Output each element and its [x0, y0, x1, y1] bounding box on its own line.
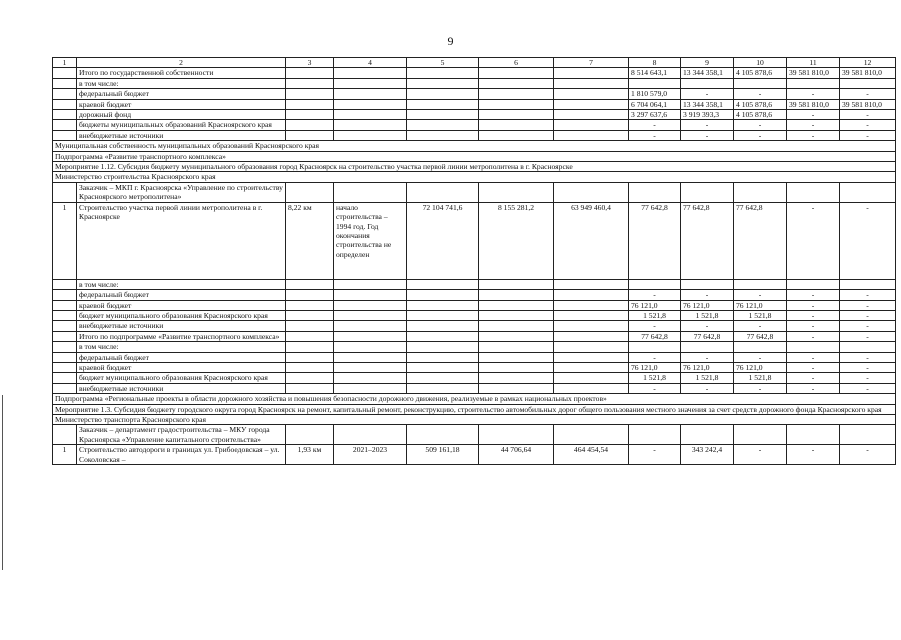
table-row: [53, 120, 896, 130]
value-cell: 76 121,0: [681, 362, 734, 372]
header-cell: 6: [479, 58, 554, 68]
value-cell: 3 919 393,3: [681, 110, 734, 120]
value-cell: 464 454,54: [554, 445, 629, 465]
value-cell: -: [787, 331, 840, 341]
value-cell: 1,93 км: [286, 445, 334, 465]
table-header-row: [53, 58, 896, 68]
header-cell: 12: [840, 58, 896, 68]
header-cell: 8: [629, 58, 681, 68]
value-cell: 4 105 878,6: [734, 68, 787, 78]
value-cell: -: [787, 362, 840, 372]
value-cell: 343 242,4: [681, 445, 734, 465]
section-row: [53, 404, 896, 414]
value-cell: 509 161,18: [407, 445, 479, 465]
value-cell: 76 121,0: [629, 300, 681, 310]
value-cell: -: [681, 290, 734, 300]
value-cell: 77 642,8: [681, 331, 734, 341]
value-cell: -: [787, 110, 840, 120]
header-cell: 7: [554, 58, 629, 68]
value-cell: -: [787, 120, 840, 130]
value-cell: 39 581 810,0: [840, 68, 896, 78]
row-label: дорожный фонд: [77, 110, 286, 120]
row-label: краевой бюджет: [77, 99, 286, 109]
value-cell: -: [840, 373, 896, 383]
value-cell: -: [840, 130, 896, 140]
header-cell: 2: [77, 58, 286, 68]
value-cell: -: [629, 383, 681, 393]
row-number: 1: [53, 445, 77, 465]
value-cell: 4 105 878,6: [734, 110, 787, 120]
value-cell: -: [787, 89, 840, 99]
section-row: [53, 162, 896, 172]
scan-edge-line: [2, 395, 3, 570]
table-row: [53, 321, 896, 331]
row-label: краевой бюджет: [77, 300, 286, 310]
row-label: бюджет муниципального образования Красноярского края: [77, 310, 286, 320]
value-cell: 1 521,8: [681, 310, 734, 320]
value-cell: 13 344 358,1: [681, 68, 734, 78]
section-row: [53, 151, 896, 161]
value-cell: начало строительства – 1994 год. Год окончания строительства не определен: [334, 202, 407, 279]
value-cell: 39 581 810,0: [840, 99, 896, 109]
table-row: [53, 342, 896, 352]
value-cell: -: [840, 352, 896, 362]
value-cell: -: [681, 130, 734, 140]
header-cell: 4: [334, 58, 407, 68]
value-cell: -: [629, 352, 681, 362]
row-label: бюджет муниципального образования Красноярского края: [77, 373, 286, 383]
value-cell: 77 642,8: [734, 202, 787, 279]
value-cell: -: [734, 290, 787, 300]
value-cell: -: [734, 352, 787, 362]
section-row: [53, 394, 896, 404]
table-row: [53, 202, 896, 279]
row-number: 1: [53, 202, 77, 279]
value-cell: -: [840, 120, 896, 130]
value-cell: -: [734, 383, 787, 393]
table-row: [53, 300, 896, 310]
value-cell: -: [840, 383, 896, 393]
value-cell: 72 104 741,6: [407, 202, 479, 279]
value-cell: 44 706,64: [479, 445, 554, 465]
table-row: [53, 352, 896, 362]
value-cell: -: [734, 89, 787, 99]
value-cell: -: [840, 331, 896, 341]
row-label: Итого по подпрограмме «Развитие транспортного комплекса»: [77, 331, 286, 341]
value-cell: -: [840, 362, 896, 372]
row-label: федеральный бюджет: [77, 352, 286, 362]
value-cell: 13 344 358,1: [681, 99, 734, 109]
value-cell: 76 121,0: [629, 362, 681, 372]
value-cell: -: [734, 445, 787, 465]
table-row: [53, 68, 896, 78]
value-cell: -: [629, 321, 681, 331]
header-cell: 5: [407, 58, 479, 68]
section-title: Подпрограмма «Развитие транспортного комплекса»: [53, 151, 896, 161]
value-cell: -: [681, 120, 734, 130]
page-number: 9: [447, 34, 454, 48]
value-cell: -: [840, 290, 896, 300]
section-title: Министерство транспорта Красноярского края: [53, 414, 896, 424]
value-cell: 39 581 810,0: [787, 99, 840, 109]
header-cell: 9: [681, 58, 734, 68]
value-cell: 77 642,8: [681, 202, 734, 279]
table-row: [53, 310, 896, 320]
value-cell: 76 121,0: [734, 362, 787, 372]
value-cell: -: [787, 310, 840, 320]
table-row: [53, 279, 896, 289]
row-label: Строительство участка первой линии метрополитена в г. Красноярске: [77, 202, 286, 279]
table-row: [53, 99, 896, 109]
value-cell: -: [787, 290, 840, 300]
value-cell: 1 521,8: [734, 373, 787, 383]
table-row: [53, 290, 896, 300]
header-cell: 1: [53, 58, 77, 68]
row-label: федеральный бюджет: [77, 290, 286, 300]
value-cell: 77 642,8: [734, 331, 787, 341]
value-cell: 1 810 579,0: [629, 89, 681, 99]
value-cell: 1 521,8: [734, 310, 787, 320]
table-row: [53, 445, 896, 465]
value-cell: 1 521,8: [681, 373, 734, 383]
row-label: Итого по государственной собственности: [77, 68, 286, 78]
row-label: в том числе:: [77, 279, 286, 289]
header-cell: 10: [734, 58, 787, 68]
value-cell: -: [787, 321, 840, 331]
row-label: федеральный бюджет: [77, 89, 286, 99]
value-cell: 1 521,8: [629, 373, 681, 383]
header-cell: 11: [787, 58, 840, 68]
value-cell: 2021–2023: [334, 445, 407, 465]
table-row: [53, 78, 896, 88]
section-title: Министерство строительства Красноярского края: [53, 172, 896, 182]
value-cell: 63 949 460,4: [554, 202, 629, 279]
table-row: [53, 425, 896, 445]
value-cell: -: [629, 445, 681, 465]
value-cell: 8 155 281,2: [479, 202, 554, 279]
row-label: краевой бюджет: [77, 362, 286, 372]
table-row: [53, 130, 896, 140]
value-cell: -: [629, 130, 681, 140]
row-label: Строительство автодороги в границах ул. Грибоедовская – ул. Соколовская –: [77, 445, 286, 465]
section-title: Подпрограмма «Региональные проекты в области дорожного хозяйства и повышения безопасности дорожного движения, реализуемые в рамках национальных проектов»: [53, 394, 896, 404]
table-row: [53, 182, 896, 202]
row-label: Заказчик – МКП г. Красноярска «Управление по строительству Красноярского метрополитена»: [77, 182, 286, 202]
value-cell: -: [681, 383, 734, 393]
value-cell: 6 704 064,1: [629, 99, 681, 109]
value-cell: -: [840, 300, 896, 310]
value-cell: -: [840, 202, 896, 279]
table-row: [53, 383, 896, 393]
table-row: [53, 331, 896, 341]
value-cell: -: [787, 445, 840, 465]
value-cell: 3 297 637,6: [629, 110, 681, 120]
section-title: Мероприятие 1.12. Субсидия бюджету муниципального образования город Красноярск на строительство участка первой линии метрополитена в г. Красноярске: [53, 162, 896, 172]
row-label: в том числе:: [77, 342, 286, 352]
section-title: Мероприятие 1.3. Субсидия бюджету городского округа город Красноярск на ремонт, капитальный ремонт, реконструкцию, строительство автомобильных дорог общего пользования местного значения за счет средств дорожного фонда Красноярского края: [53, 404, 896, 414]
value-cell: 76 121,0: [681, 300, 734, 310]
row-label: в том числе:: [77, 78, 286, 88]
value-cell: 76 121,0: [734, 300, 787, 310]
value-cell: 8,22 км: [286, 202, 334, 279]
value-cell: -: [787, 373, 840, 383]
row-label: Заказчик – департамент градостроительства – МКУ города Красноярска «Управление капитального строительства»: [77, 425, 286, 445]
value-cell: -: [840, 89, 896, 99]
value-cell: -: [840, 310, 896, 320]
section-row: [53, 414, 896, 424]
row-label: внебюджетные источники: [77, 383, 286, 393]
value-cell: -: [787, 202, 840, 279]
value-cell: -: [787, 352, 840, 362]
value-cell: -: [629, 290, 681, 300]
value-cell: 4 105 878,6: [734, 99, 787, 109]
budget-table: [52, 57, 896, 465]
value-cell: -: [787, 383, 840, 393]
header-cell: 3: [286, 58, 334, 68]
value-cell: 77 642,8: [629, 331, 681, 341]
row-label: внебюджетные источники: [77, 130, 286, 140]
value-cell: 39 581 810,0: [787, 68, 840, 78]
section-row: [53, 172, 896, 182]
value-cell: -: [629, 120, 681, 130]
value-cell: 1 521,8: [629, 310, 681, 320]
value-cell: -: [840, 321, 896, 331]
section-title: Муниципальная собственность муниципальных образований Красноярского края: [53, 141, 896, 151]
value-cell: -: [734, 120, 787, 130]
value-cell: -: [840, 110, 896, 120]
section-row: [53, 141, 896, 151]
value-cell: -: [734, 130, 787, 140]
value-cell: -: [681, 321, 734, 331]
value-cell: -: [787, 130, 840, 140]
value-cell: -: [734, 321, 787, 331]
value-cell: 8 514 643,1: [629, 68, 681, 78]
value-cell: -: [787, 300, 840, 310]
table-row: [53, 89, 896, 99]
table-row: [53, 110, 896, 120]
value-cell: -: [840, 445, 896, 465]
row-label: внебюджетные источники: [77, 321, 286, 331]
value-cell: 77 642,8: [629, 202, 681, 279]
value-cell: -: [681, 352, 734, 362]
table-row: [53, 373, 896, 383]
value-cell: -: [681, 89, 734, 99]
table-row: [53, 362, 896, 372]
row-label: бюджеты муниципальных образований Красноярского края: [77, 120, 286, 130]
